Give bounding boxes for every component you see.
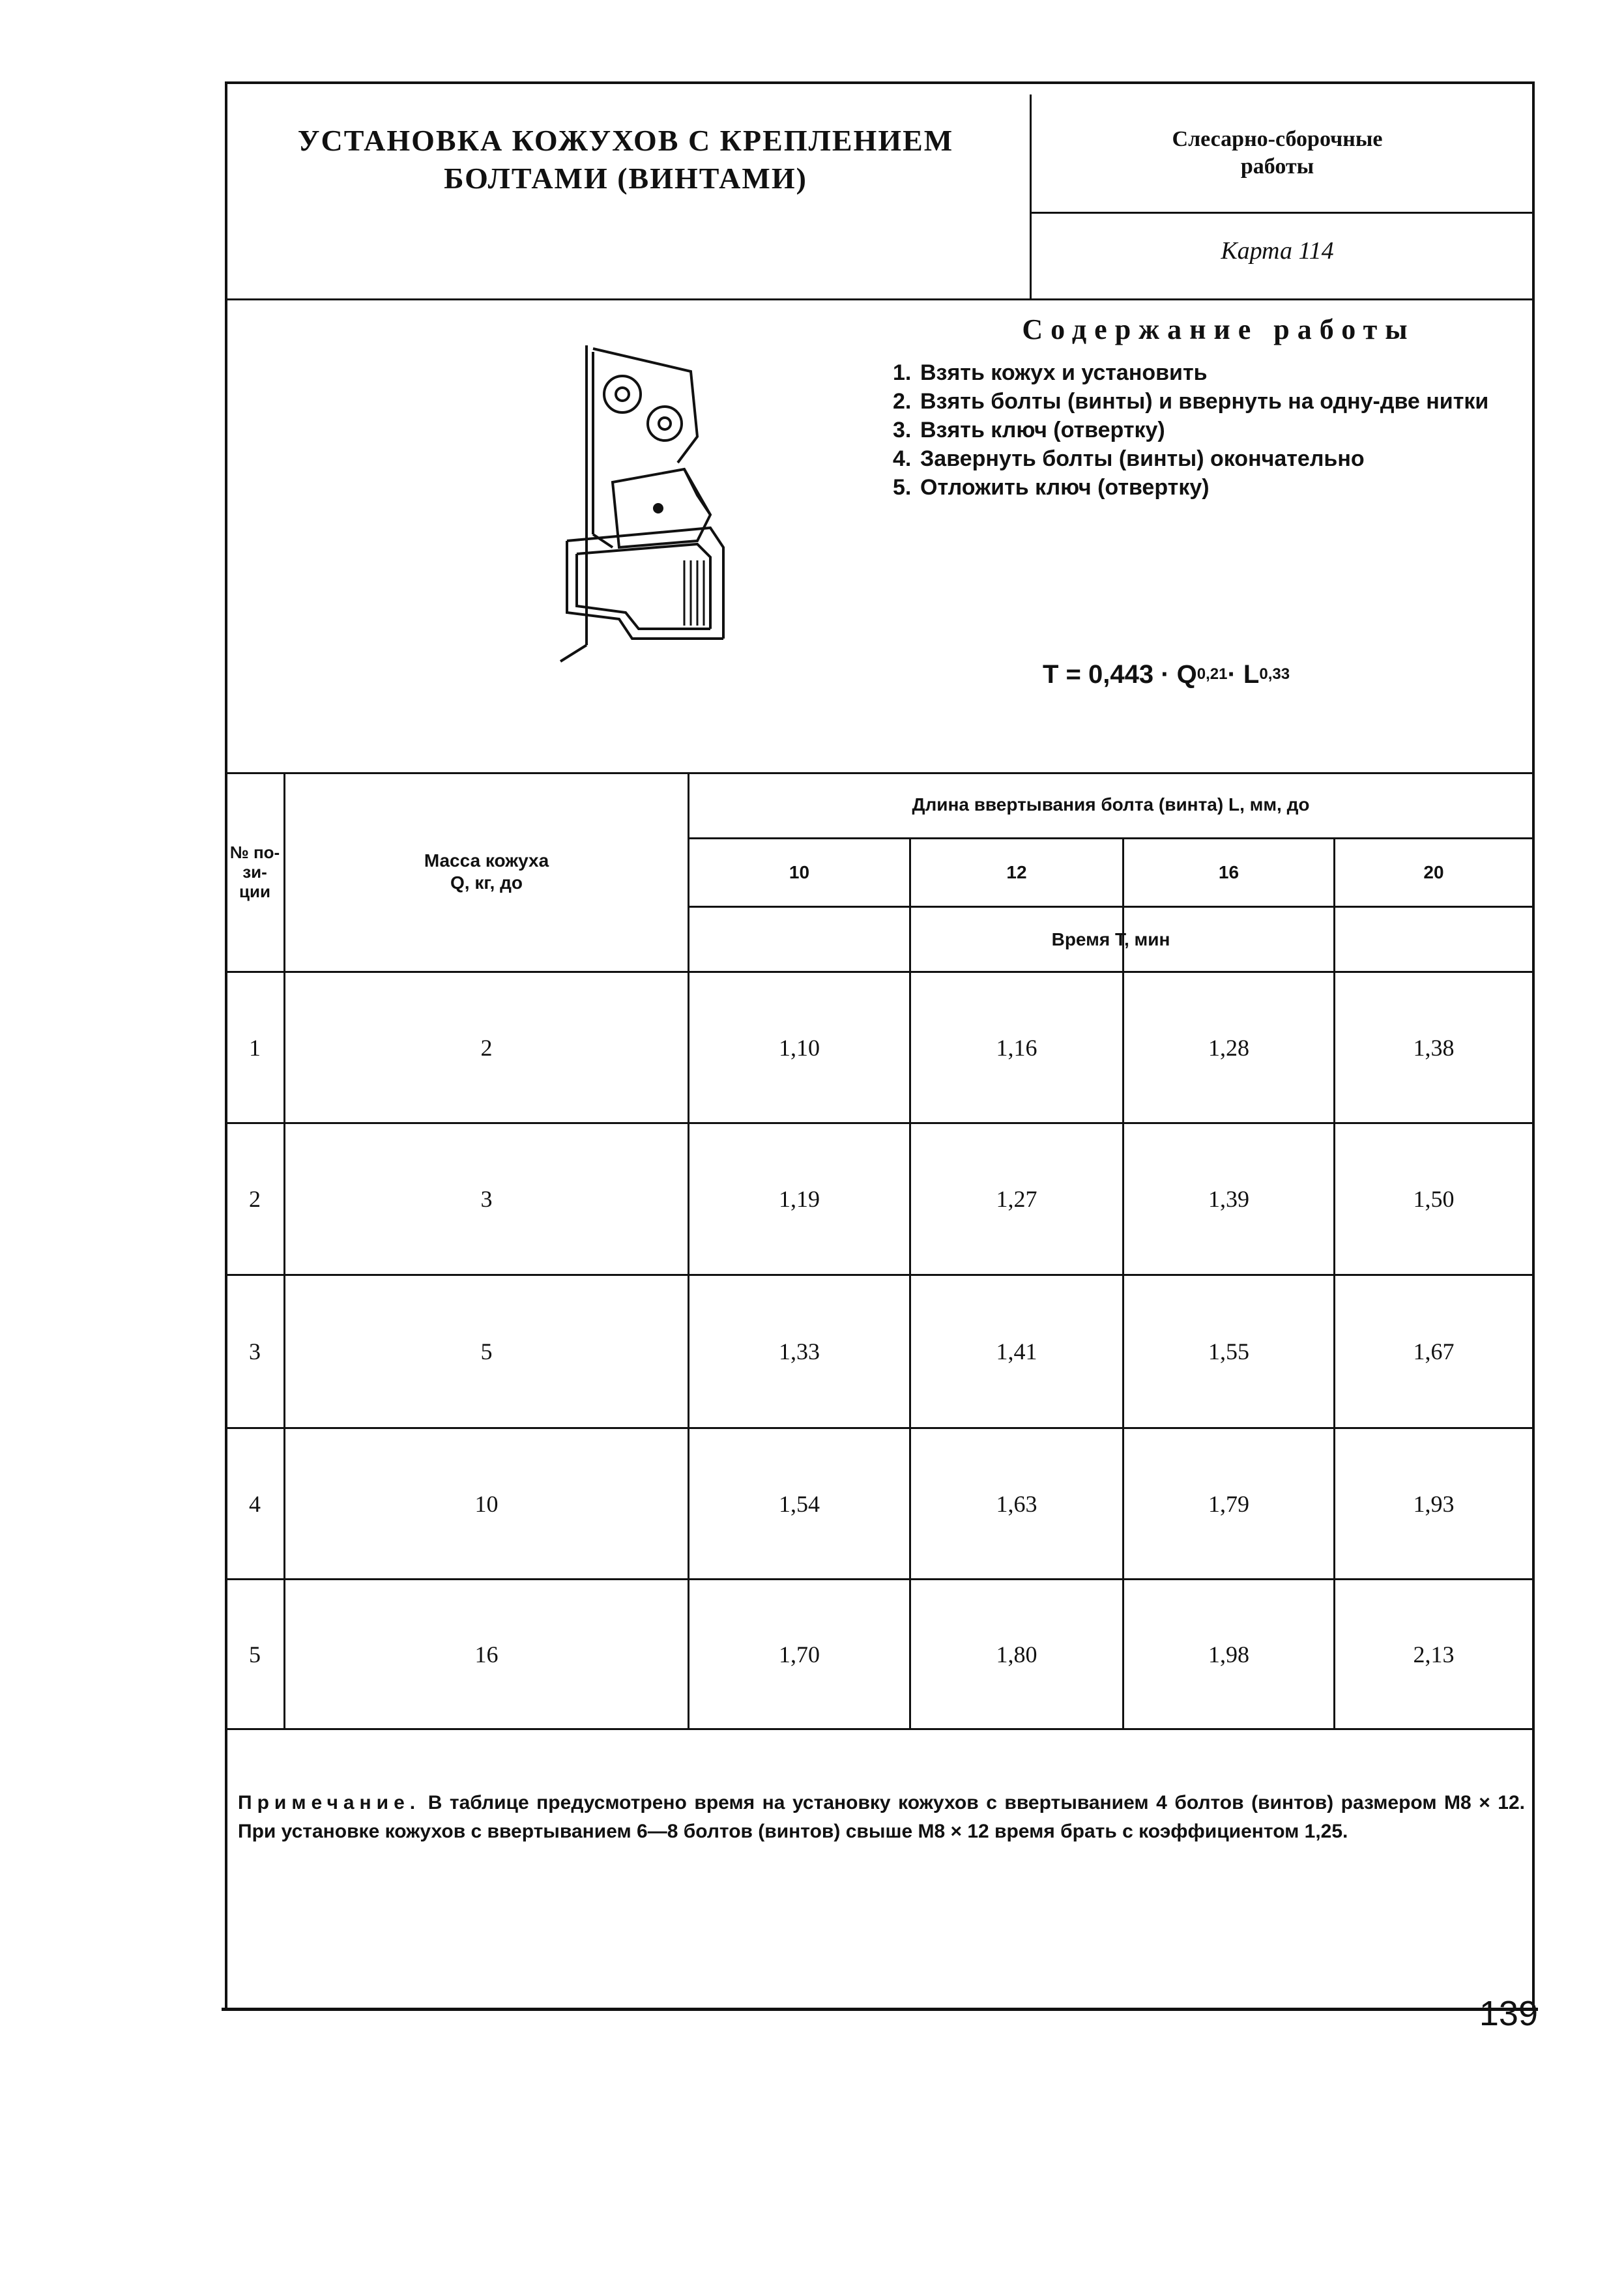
table-header-length-16: 16 bbox=[1218, 862, 1240, 882]
work-step: 4. Завернуть болты (винты) окончательно bbox=[893, 446, 1365, 471]
work-step: 2. Взять болты (винты) и ввернуть на одну-две нитки bbox=[893, 389, 1489, 414]
work-step: 5. Отложить ключ (отвертку) bbox=[893, 475, 1210, 500]
card-number: Карта 114 bbox=[1221, 237, 1334, 265]
cell-position: 1 bbox=[249, 1034, 261, 1061]
header-bottom-line bbox=[225, 298, 1535, 300]
cell-position: 5 bbox=[249, 1641, 261, 1668]
cell-time: 1,19 bbox=[779, 1186, 820, 1212]
cell-time: 1,41 bbox=[996, 1338, 1037, 1365]
cell-time: 1,70 bbox=[779, 1641, 820, 1668]
cell-time: 1,38 bbox=[1413, 1034, 1455, 1061]
table-header-position: № по- зи- ции bbox=[229, 842, 280, 901]
header-right-divider bbox=[1030, 212, 1535, 214]
cell-time: 1,98 bbox=[1208, 1641, 1249, 1668]
work-step: 3. Взять ключ (отвертку) bbox=[893, 418, 1165, 442]
cell-time: 1,28 bbox=[1208, 1034, 1249, 1061]
document-title-line1: УСТАНОВКА КОЖУХОВ С КРЕПЛЕНИЕМ bbox=[297, 124, 954, 157]
table-note bbox=[238, 1789, 1525, 1846]
cell-time: 1,16 bbox=[996, 1034, 1037, 1061]
cell-mass: 3 bbox=[480, 1186, 493, 1212]
work-type-line1: Слесарно-сборочные bbox=[1172, 127, 1383, 151]
document-title-line2: БОЛТАМИ (ВИНТАМИ) bbox=[444, 162, 807, 195]
cell-position: 2 bbox=[249, 1186, 261, 1212]
work-step: 1. Взять кожух и установить bbox=[893, 360, 1208, 385]
content-heading: Содержание работы bbox=[1022, 313, 1415, 345]
time-formula: T = 0,443 · Q 0,21 · L 0,33 bbox=[1043, 659, 1290, 689]
frame-bottom-border bbox=[222, 2008, 1538, 2011]
work-type-line2: работы bbox=[1240, 154, 1314, 179]
work-steps-list bbox=[893, 358, 1531, 502]
frame-right-border bbox=[1532, 81, 1535, 2010]
table-header-mass: Масса кожуха Q, кг, до bbox=[424, 850, 549, 893]
cell-time: 2,13 bbox=[1413, 1641, 1455, 1668]
cell-mass: 2 bbox=[480, 1034, 493, 1061]
cell-time: 1,33 bbox=[779, 1338, 820, 1365]
cell-position: 3 bbox=[249, 1338, 261, 1365]
cover-assembly-illustration bbox=[547, 332, 730, 678]
note-text: В таблице предусмотрено время на установку кожухов с ввертыванием 4 болтов (винтов) размером М8 × 12. При установке кожухов с ввертыванием 6—8 болтов (винтов) свыше М8 × 12 время брать с коэффициентом 1,25. bbox=[238, 1792, 1525, 1842]
cell-time: 1,63 bbox=[996, 1490, 1037, 1517]
cell-time: 1,67 bbox=[1413, 1338, 1455, 1365]
cell-time: 1,54 bbox=[779, 1490, 820, 1517]
cell-time: 1,27 bbox=[996, 1186, 1037, 1212]
table-header-length-20: 20 bbox=[1423, 862, 1444, 882]
note-lead: Примечание. bbox=[238, 1792, 421, 1813]
cell-time: 1,80 bbox=[996, 1641, 1037, 1668]
table-row-line bbox=[225, 1728, 1535, 1730]
frame-top-border bbox=[225, 81, 1535, 84]
cell-mass: 16 bbox=[474, 1641, 499, 1668]
page-number: 139 bbox=[1479, 1994, 1538, 2033]
cell-mass: 10 bbox=[474, 1490, 499, 1517]
table-header-length: Длина ввертывания болта (винта) L, мм, до bbox=[912, 794, 1310, 815]
cell-position: 4 bbox=[249, 1490, 261, 1517]
cell-time: 1,50 bbox=[1413, 1186, 1455, 1212]
cell-mass: 5 bbox=[480, 1338, 493, 1365]
cell-time: 1,10 bbox=[779, 1034, 820, 1061]
work-type bbox=[1030, 111, 1525, 195]
table-header-length-10: 10 bbox=[789, 862, 810, 882]
cell-time: 1,79 bbox=[1208, 1490, 1249, 1517]
cell-time: 1,55 bbox=[1208, 1338, 1249, 1365]
table-header-length-12: 12 bbox=[1006, 862, 1027, 882]
document-title bbox=[228, 117, 1023, 202]
table-header-time: Время T, мин bbox=[1051, 929, 1170, 949]
cell-time: 1,93 bbox=[1413, 1490, 1455, 1517]
cell-time: 1,39 bbox=[1208, 1186, 1249, 1212]
